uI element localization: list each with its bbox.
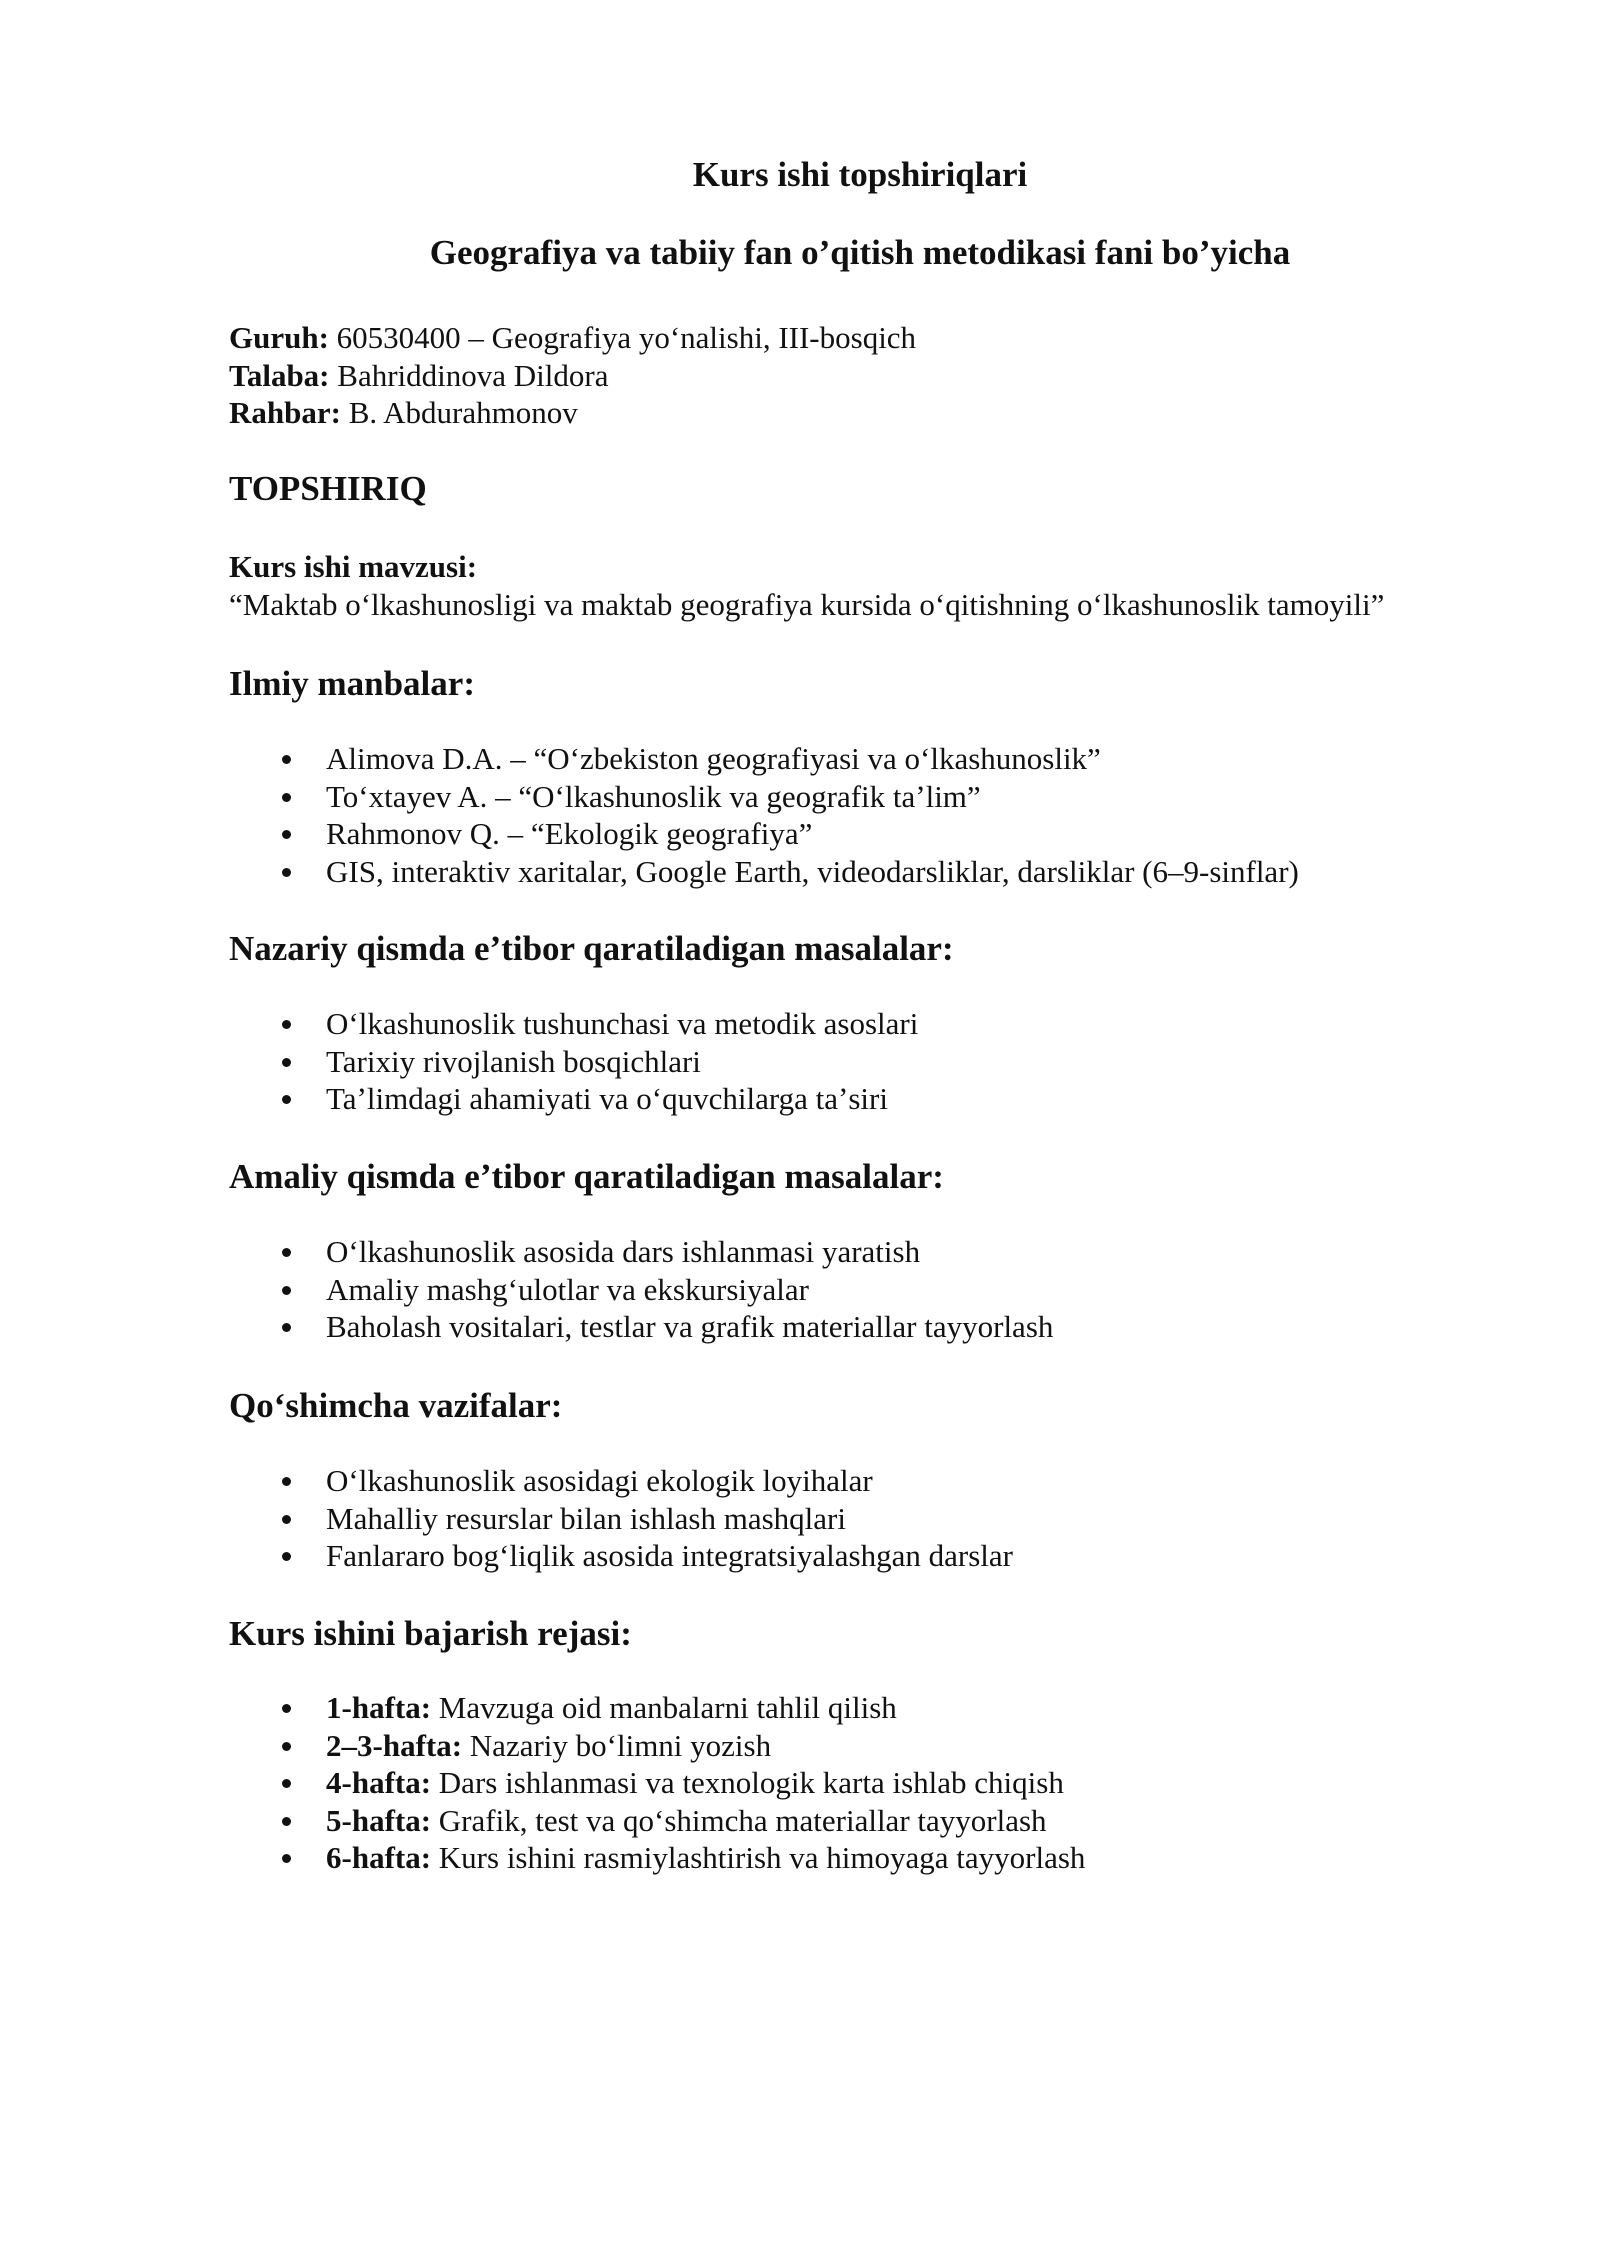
topic-block: [229, 548, 1384, 624]
bullet-icon: [282, 1552, 291, 1561]
list-item-text: Rahmonov Q. – “Ekologik geografiya”: [326, 816, 813, 851]
bullet-icon: [282, 1704, 291, 1713]
bullet-icon: [282, 1817, 291, 1826]
list-item: [229, 778, 1299, 816]
plan-item: [229, 1689, 1085, 1727]
list-item: [229, 1080, 918, 1118]
plan-text: Dars ishlanmasi va texnologik karta ishlab chiqish: [438, 1765, 1064, 1800]
bullet-icon: [282, 1286, 291, 1295]
document-title: Kurs ishi topshiriqlari: [692, 155, 1028, 194]
plan-text: Grafik, test va qoʻshimcha materiallar tayyorlash: [438, 1802, 1047, 1838]
list-item-text: Mahalliy resurslar bilan ishlash mashqlari: [326, 1500, 846, 1536]
list-item: [229, 853, 1299, 891]
list-item: [229, 1537, 1013, 1575]
plan-week: 2–3-hafta:: [326, 1727, 463, 1763]
meta-supervisor-label: Rahbar:: [229, 395, 341, 430]
topic-text: “Maktab oʻlkashunosligi va maktab geografiya kursida oʻqitishning oʻlkashunoslik tamoyili”: [229, 587, 1385, 622]
list-item: [229, 1005, 918, 1043]
list-item: [229, 1043, 918, 1081]
task-heading: TOPSHIRIQ: [229, 469, 427, 508]
bullet-icon: [282, 1095, 291, 1104]
list-item-text: Alimova D.A. – “Oʻzbekiston geografiyasi va oʻlkashunoslik”: [326, 741, 1101, 776]
bullet-icon: [282, 1323, 291, 1332]
meta-group-value: 60530400 – Geografiya yoʻnalishi, III-bosqich: [336, 320, 917, 355]
sources-list: [229, 740, 1299, 890]
list-item-text: Taʼlimdagi ahamiyati va oʻquvchilarga taʼsiri: [326, 1081, 888, 1116]
bullet-icon: [282, 1779, 291, 1788]
bullet-icon: [282, 868, 291, 877]
bullet-icon: [282, 1058, 291, 1067]
section-heading-theory: Nazariy qismda eʼtibor qaratiladigan masalalar:: [229, 929, 954, 968]
plan-item: [229, 1727, 1085, 1765]
list-item-text: Amaliy mashgʻulotlar va ekskursiyalar: [326, 1271, 809, 1307]
list-item: [229, 815, 1299, 853]
plan-item: [229, 1802, 1085, 1840]
list-item: [229, 1233, 1053, 1271]
meta-group-label: Guruh:: [229, 320, 329, 355]
list-item-text: GIS, interaktiv xaritalar, Google Earth, videodarsliklar, darsliklar (6–9-sinflar): [326, 853, 1299, 889]
list-item: [229, 1308, 1053, 1346]
list-item: [229, 740, 1299, 778]
list-item-text: Baholash vositalari, testlar va grafik materiallar tayyorlash: [326, 1309, 1054, 1344]
plan-item: [229, 1764, 1085, 1802]
topic-label: Kurs ishi mavzusi:: [229, 549, 478, 584]
meta-student-label: Talaba:: [229, 357, 330, 393]
plan-week: 4-hafta:: [326, 1765, 432, 1800]
list-item-text: Oʻlkashunoslik tushunchasi va metodik asoslari: [326, 1006, 919, 1041]
list-item: [229, 1500, 1013, 1538]
meta-group: [229, 319, 916, 357]
section-heading-sources: Ilmiy manbalar:: [229, 664, 475, 703]
bullet-icon: [282, 1742, 291, 1751]
bullet-icon: [282, 1020, 291, 1029]
section-heading-practice: Amaliy qismda eʼtibor qaratiladigan masalalar:: [229, 1157, 944, 1196]
meta-supervisor: [229, 394, 916, 432]
bullet-icon: [282, 755, 291, 764]
practice-list: [229, 1233, 1053, 1346]
bullet-icon: [282, 830, 291, 839]
metadata-block: [229, 319, 916, 432]
plan-text: Kurs ishini rasmiylashtirish va himoyaga tayyorlash: [438, 1840, 1086, 1875]
plan-text: Nazariy boʻlimni yozish: [469, 1727, 772, 1763]
additional-tasks-list: [229, 1462, 1013, 1575]
bullet-icon: [282, 1477, 291, 1486]
list-item: [229, 1271, 1053, 1309]
plan-list: [229, 1689, 1085, 1877]
document-subtitle: Geografiya va tabiiy fan o’qitish metodikasi fani bo’yicha: [429, 233, 1291, 272]
plan-item: [229, 1839, 1085, 1877]
list-item-text: Tarixiy rivojlanish bosqichlari: [326, 1043, 701, 1079]
list-item: [229, 1462, 1013, 1500]
plan-week: 6-hafta:: [326, 1840, 432, 1875]
list-item-text: Fanlararo bogʻliqlik asosida integratsiyalashgan darslar: [326, 1538, 1013, 1573]
bullet-icon: [282, 1854, 291, 1863]
section-heading-additional: Qoʻshimcha vazifalar:: [229, 1386, 563, 1425]
meta-student: [229, 357, 916, 395]
plan-week: 1-hafta:: [326, 1690, 432, 1725]
plan-text: Mavzuga oid manbalarni tahlil qilish: [438, 1690, 897, 1725]
list-item-text: Oʻlkashunoslik asosidagi ekologik loyihalar: [326, 1463, 873, 1498]
list-item-text: Toʻxtayev A. – “Oʻlkashunoslik va geografik taʼlim”: [326, 778, 981, 814]
section-heading-plan: Kurs ishini bajarish rejasi:: [229, 1614, 632, 1653]
meta-supervisor-value: B. Abdurahmonov: [348, 395, 578, 430]
meta-student-value: Bahriddinova Dildora: [337, 357, 609, 393]
list-item-text: Oʻlkashunoslik asosida dars ishlanmasi yaratish: [326, 1234, 921, 1269]
bullet-icon: [282, 793, 291, 802]
plan-week: 5-hafta:: [326, 1802, 432, 1838]
bullet-icon: [282, 1248, 291, 1257]
theory-list: [229, 1005, 918, 1118]
bullet-icon: [282, 1515, 291, 1524]
